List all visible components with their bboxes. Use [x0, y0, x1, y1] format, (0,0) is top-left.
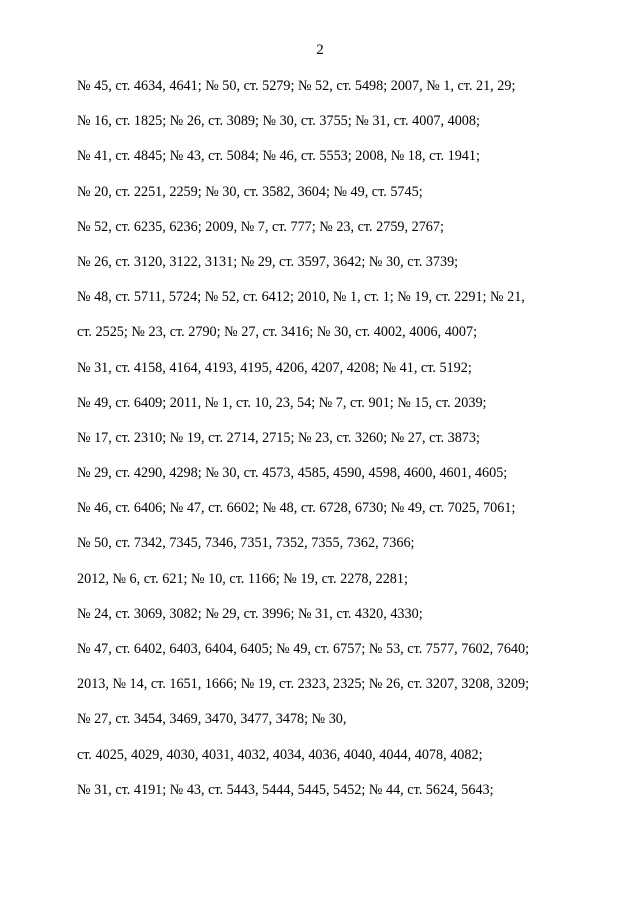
- text-line: № 20, ст. 2251, 2259; № 30, ст. 3582, 3604; № 49, ст. 5745;: [77, 183, 423, 200]
- text-line: № 47, ст. 6402, 6403, 6404, 6405; № 49, ст. 6757; № 53, ст. 7577, 7602, 7640;: [77, 641, 530, 657]
- text-line: 2012, № 6, ст. 621; № 10, ст. 1166; № 19, ст. 2278, 2281;: [77, 570, 408, 587]
- text-line: № 29, ст. 4290, 4298; № 30, ст. 4573, 4585, 4590, 4598, 4600, 4601, 4605;: [77, 465, 508, 482]
- text-line: № 16, ст. 1825; № 26, ст. 3089; № 30, ст. 3755; № 31, ст. 4007, 4008;: [77, 113, 480, 130]
- text-line: № 52, ст. 6235, 6236; 2009, № 7, ст. 777; № 23, ст. 2759, 2767;: [77, 218, 444, 235]
- text-line: № 26, ст. 3120, 3122, 3131; № 29, ст. 3597, 3642; № 30, ст. 3739;: [77, 253, 459, 270]
- text-line: № 27, ст. 3454, 3469, 3470, 3477, 3478; № 30,: [77, 711, 347, 728]
- text-line: № 24, ст. 3069, 3082; № 29, ст. 3996; № 31, ст. 4320, 4330;: [77, 605, 423, 622]
- text-line: ст. 4025, 4029, 4030, 4031, 4032, 4034, 4036, 4040, 4044, 4078, 4082;: [77, 746, 483, 763]
- text-line: № 31, ст. 4191; № 43, ст. 5443, 5444, 5445, 5452; № 44, ст. 5624, 5643;: [77, 781, 494, 798]
- text-line: ст. 2525; № 23, ст. 2790; № 27, ст. 3416; № 30, ст. 4002, 4006, 4007;: [77, 324, 478, 341]
- text-line: № 31, ст. 4158, 4164, 4193, 4195, 4206, 4207, 4208; № 41, ст. 5192;: [77, 359, 472, 376]
- text-line: 2013, № 14, ст. 1651, 1666; № 19, ст. 2323, 2325; № 26, ст. 3207, 3208, 3209;: [77, 676, 530, 693]
- page-number: 2: [316, 42, 324, 58]
- text-line: № 45, ст. 4634, 4641; № 50, ст. 5279; № 52, ст. 5498; 2007, № 1, ст. 21, 29;: [77, 78, 516, 94]
- body-text: [77, 77, 563, 816]
- text-line: № 41, ст. 4845; № 43, ст. 5084; № 46, ст. 5553; 2008, № 18, ст. 1941;: [77, 148, 480, 165]
- text-line: № 46, ст. 6406; № 47, ст. 6602; № 48, ст. 6728, 6730; № 49, ст. 7025, 7061;: [77, 500, 516, 517]
- text-line: № 48, ст. 5711, 5724; № 52, ст. 6412; 2010, № 1, ст. 1; № 19, ст. 2291; № 21,: [77, 289, 525, 306]
- text-line: № 50, ст. 7342, 7345, 7346, 7351, 7352, 7355, 7362, 7366;: [77, 535, 415, 552]
- text-line: № 17, ст. 2310; № 19, ст. 2714, 2715; № 23, ст. 3260; № 27, ст. 3873;: [77, 429, 480, 446]
- text-line: № 49, ст. 6409; 2011, № 1, ст. 10, 23, 54; № 7, ст. 901; № 15, ст. 2039;: [77, 394, 487, 411]
